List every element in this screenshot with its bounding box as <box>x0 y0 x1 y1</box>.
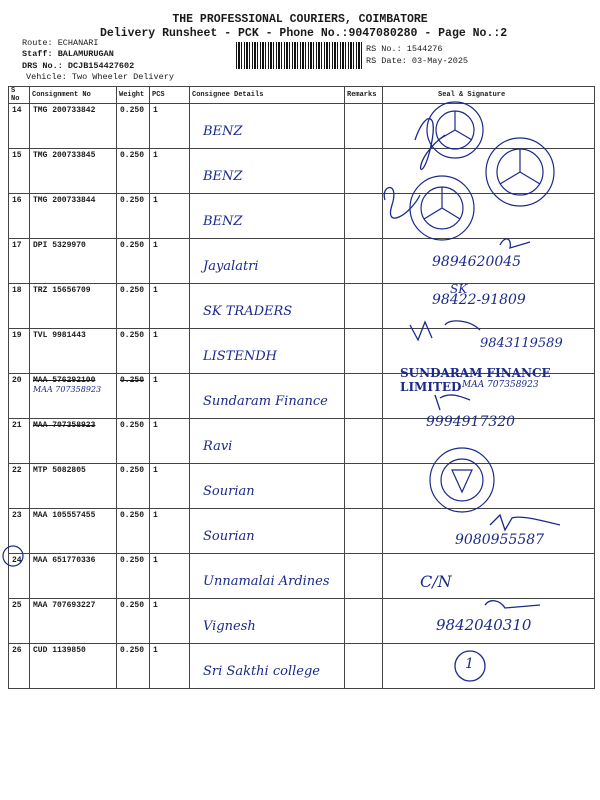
row-consignment: MAA 576292100 <box>33 376 96 385</box>
row-weight: 0.250 <box>117 644 150 689</box>
row-consignment: TMG 200733842 <box>30 104 117 149</box>
row-consignee: Jayalatri <box>203 259 259 274</box>
row-consignment: MAA 707693227 <box>30 599 117 644</box>
signature-note-25: C/N <box>420 572 452 591</box>
col-sno: S No <box>9 87 30 104</box>
row-consignee: SK TRADERS <box>203 304 293 319</box>
signature-scribble <box>490 515 560 530</box>
row-consignment: TMG 200733844 <box>30 194 117 239</box>
circled-mark-icon <box>3 546 23 566</box>
row-consignee: Sundaram Finance <box>203 394 328 409</box>
row-sno: 23 <box>9 509 30 554</box>
row-weight: 0.250 <box>117 554 150 599</box>
row-consignee: BENZ <box>203 214 243 229</box>
signature-note-20: MAA 707358923 <box>462 380 539 390</box>
signature-scribble <box>410 321 480 340</box>
row-pcs: 1 <box>150 284 190 329</box>
row-consignment: CUD 1139850 <box>30 644 117 689</box>
row-consignee: BENZ <box>203 169 243 184</box>
row-weight: 0.250 <box>117 329 150 374</box>
drs-number: DRS No.: DCJB154427602 <box>22 61 135 71</box>
row-sno: 24 <box>9 554 30 599</box>
row-consignee: Vignesh <box>203 619 256 634</box>
row-sno: 14 <box>9 104 30 149</box>
row-sno: 26 <box>9 644 30 689</box>
row-weight: 0.250 <box>117 374 150 419</box>
row-pcs: 1 <box>150 644 190 689</box>
row-sno: 19 <box>9 329 30 374</box>
signature-scribble <box>435 395 470 410</box>
row-consignee: Ravi <box>203 439 233 454</box>
company-title: THE PROFESSIONAL COURIERS, COIMBATORE <box>172 13 428 26</box>
row-sno: 15 <box>9 149 30 194</box>
row-pcs: 1 <box>150 554 190 599</box>
signature-scribble <box>485 601 540 608</box>
page-mark: 1 <box>465 656 474 672</box>
company-stamp-icon <box>486 138 554 206</box>
runsheet-subtitle: Delivery Runsheet - PCK - Phone No.:9047080280 - Page No.:2 <box>100 27 508 40</box>
row-sno: 16 <box>9 194 30 239</box>
company-stamp-icon <box>427 102 483 158</box>
row-consignment-note: MAA 707358923 <box>33 385 102 394</box>
row-pcs: 1 <box>150 419 190 464</box>
vehicle-label: Vehicle: Two Wheeler Delivery <box>26 72 174 82</box>
finance-stamp: SUNDARAM FINANCE LIMITED <box>400 366 551 394</box>
row-consignee: Sri Sakthi college <box>203 664 320 679</box>
row-pcs: 1 <box>150 599 190 644</box>
row-sno: 20 <box>9 374 30 419</box>
col-remarks: Remarks <box>345 87 383 104</box>
company-stamp-icon <box>430 448 494 512</box>
row-weight: 0.250 <box>117 149 150 194</box>
signature-phone-24: 9080955587 <box>455 532 545 548</box>
signature-name-18: SK <box>450 282 468 296</box>
staff-label: Staff: BALAMURUGAN <box>22 49 114 59</box>
row-weight: 0.250 <box>117 284 150 329</box>
row-consignee: Unnamalai Ardines <box>203 574 330 589</box>
row-weight: 0.250 <box>117 104 150 149</box>
row-consignee: BENZ <box>203 124 243 139</box>
row-sno: 25 <box>9 599 30 644</box>
row-consignment: TVL 9981443 <box>30 329 117 374</box>
signature-phone-18: 98422-91809 <box>432 292 526 308</box>
company-stamp-icon <box>410 176 474 240</box>
signature-phone-17: 9894620045 <box>432 254 522 270</box>
signature-phone-26: 9842040310 <box>436 616 532 634</box>
row-sno: 17 <box>9 239 30 284</box>
rs-date: RS Date: 03-May-2025 <box>366 56 469 66</box>
row-consignee: Sourian <box>203 484 255 499</box>
col-pcs: PCS <box>150 87 190 104</box>
row-pcs: 1 <box>150 509 190 554</box>
signature-phone-19: 9843119589 <box>480 336 563 351</box>
signature-phone-21: 9994917320 <box>426 414 516 430</box>
row-pcs: 1 <box>150 149 190 194</box>
row-pcs: 1 <box>150 374 190 419</box>
route-label: Route: ECHANARI <box>22 38 99 48</box>
row-consignee: LISTENDH <box>203 349 277 364</box>
row-pcs: 1 <box>150 194 190 239</box>
row-weight: 0.250 <box>117 509 150 554</box>
signature-scribble <box>500 239 530 248</box>
col-consignment: Consignment No <box>30 87 117 104</box>
row-weight: 0.250 <box>117 464 150 509</box>
row-weight: 0.250 <box>117 239 150 284</box>
row-consignment: MAA 105557455 <box>30 509 117 554</box>
row-weight: 0.250 <box>117 194 150 239</box>
col-weight: Weight <box>117 87 150 104</box>
row-consignment: MAA 651770336 <box>30 554 117 599</box>
row-consignment: MAA 707358923 <box>30 419 117 464</box>
row-consignment: DPI 5329970 <box>30 239 117 284</box>
row-sno: 21 <box>9 419 30 464</box>
row-pcs: 1 <box>150 464 190 509</box>
row-sno: 22 <box>9 464 30 509</box>
row-weight: 0.250 <box>117 599 150 644</box>
row-consignment: TMG 200733845 <box>30 149 117 194</box>
row-consignment: TRZ 15656709 <box>30 284 117 329</box>
col-consignee: Consignee Details <box>190 87 345 104</box>
rs-number: RS No.: 1544276 <box>366 44 443 54</box>
row-sno: 18 <box>9 284 30 329</box>
row-consignee: Sourian <box>203 529 255 544</box>
signature-scribble <box>415 119 445 170</box>
row-pcs: 1 <box>150 329 190 374</box>
row-consignment: MTP 5082805 <box>30 464 117 509</box>
row-weight: 0.250 <box>117 419 150 464</box>
row-pcs: 1 <box>150 239 190 284</box>
col-signature: Seal & Signature <box>383 87 595 104</box>
row-pcs: 1 <box>150 104 190 149</box>
